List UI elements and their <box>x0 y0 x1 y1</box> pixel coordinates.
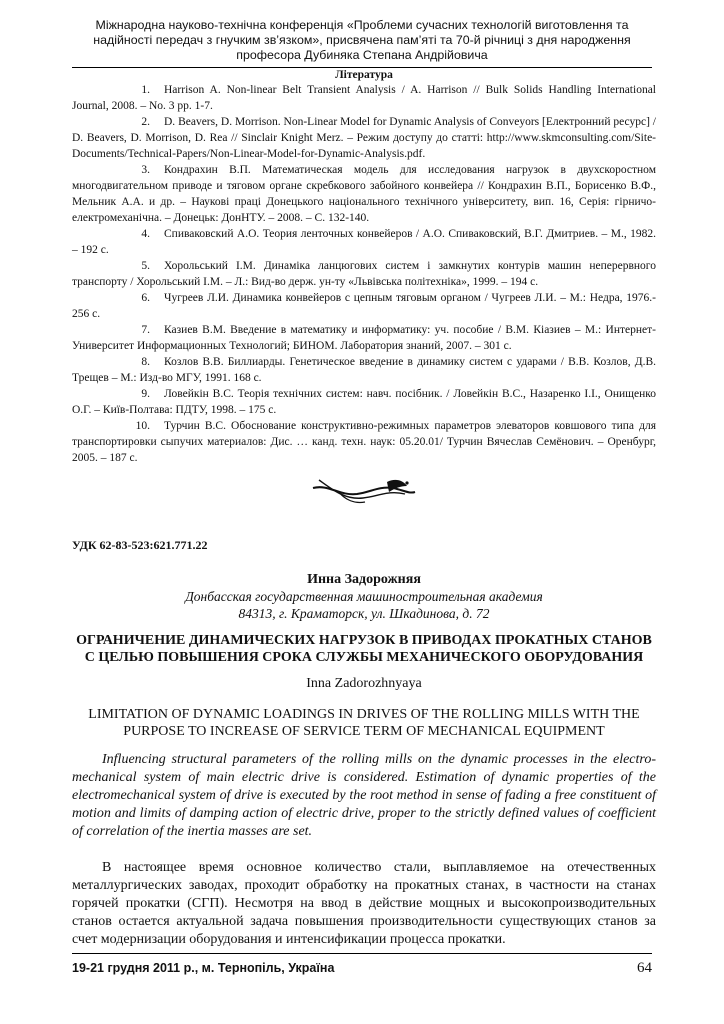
reference-item <box>72 290 656 322</box>
reference-item <box>72 354 656 386</box>
reference-item <box>72 258 656 290</box>
reference-number: 8. <box>141 356 150 368</box>
reference-number: 5. <box>141 260 150 272</box>
reference-number: 9. <box>141 388 150 400</box>
page-content <box>72 69 656 949</box>
reference-item <box>72 226 656 258</box>
header-line: надійності передач з гнучким зв’язком», присвячена пам’яті та 70-й річниці з дня народження <box>93 33 631 48</box>
reference-text: Чугреев Л.И. Динамика конвейеров с цепным тяговым органом / Чугреев Л.И. – М.: Недра, 1976.- 256 с. <box>72 292 656 320</box>
reference-number: 6. <box>141 292 150 304</box>
abstract: Influencing structural parameters of the rolling mills on the dynamic processes in the electro-mechanical system of main electric drive is considered. Estimation of dynamic properties of the electromechanical system of drive is executed by the root method in sense of fading a free constituent of motion and limits of damping action of electric drive, proper to the strictly defined values of coefficient of correlation of the inertia masses are set. <box>72 752 656 839</box>
affiliation-line: Донбасская государственная машиностроительная академия <box>185 589 543 604</box>
reference-item <box>72 82 656 114</box>
reference-item <box>72 322 656 354</box>
conference-date-location: 19-21 грудня 2011 р., м. Тернопіль, Україна <box>72 961 335 975</box>
reference-text: Козлов В.В. Биллиарды. Генетическое введение в динамику систем с ударами / В.В. Козлов, Д.В. Трещев – М.: Изд-во МГУ, 1991. 168 с. <box>72 356 656 384</box>
reference-text: Спиваковский А.О. Теория ленточных конвейеров / А.О. Спиваковский, В.Г. Дмитриев. – М., 1982. – 192 с. <box>72 228 656 256</box>
reference-number: 1. <box>141 84 150 96</box>
references-title: Література <box>335 69 393 81</box>
udc-code: УДК 62-83-523:621.771.22 <box>72 538 208 552</box>
page-number: 64 <box>637 960 652 976</box>
reference-number: 4. <box>141 228 150 240</box>
conference-header <box>72 18 652 68</box>
references-list <box>72 82 656 466</box>
ornament-divider-icon <box>309 474 419 506</box>
reference-item <box>72 114 656 162</box>
body-paragraph: В настоящее время основное количество стали, выплавляемое на отечественных металлургических заводах, проходит обработку на прокатных станах, в частности на станах горячей прокатки (СГП). Несмотря на ввод в действие мощных и высокопроизводительных станов остается актуальной задача повышения производительности существующих станов за счет модернизации оборудования и интенсификации процесса прокатки. <box>72 860 656 947</box>
header-line: професора Дубиняка Степана Андрійовича <box>236 48 488 63</box>
reference-number: 10. <box>135 420 150 432</box>
reference-number: 7. <box>141 324 150 336</box>
reference-text: D. Beavers, D. Morrison. Non-Linear Model for Dynamic Analysis of Conveyors [Електронний ресурс] / D. Beavers, D. Morrison, D. Rea // Sinclair Knight Merz. – Режим доступу до статті: http://www.skmconsulting.com/Site-Documents/Technical-Papers/Non-Linear-Model-for-Dynamic-Analysis.pdf. <box>72 116 656 160</box>
address-line: 84313, г. Краматорск, ул. Шкадинова, д. 72 <box>238 606 490 621</box>
reference-text: Harrison A. Non-linear Belt Transient Analysis / A. Harrison // Bulk Solids Handling International Journal, 2008. – No. 3 pp. 1-7. <box>72 84 656 112</box>
page-footer <box>72 953 652 977</box>
reference-text: Казиев В.М. Введение в математику и информатику: уч. пособие / В.М. Кіазиев – М.: Интернет-Университет Информационных Технологий; БИНОМ. Лаборатория знаний, 2007. – 301 с. <box>72 324 656 352</box>
reference-text: Ловейкін В.С. Теорія технічних систем: навч. посібник. / Ловейкін В.С., Назаренко І.І., Онищенко О.Г. – Київ-Полтава: ПДТУ, 1998. – 175 с. <box>72 388 656 416</box>
reference-text: Кондрахин В.П. Математическая модель для исследования нагрузок в двухскоростном многодвигательном приводе и тяговом органе скребкового забойного конвейера // Кондрахин В.П., Борисенко В.Ф., Мельник А.А. и др. – Наукові праці Донецького національного технічного університету, вип. 16, Серія: гірничо-електромеханічна. – Донецьк: ДонНТУ. – 2008. – С. 132-140. <box>72 164 656 224</box>
reference-item <box>72 162 656 226</box>
reference-item <box>72 418 656 466</box>
reference-text: Турчин В.С. Обоснование конструктивно-режимных параметров элеваторов ковшового типа для транспортировки сыпучих материалов: Дис. … канд. техн. наук: 05.20.01/ Турчин Вячеслав Семёнович. – Оренбург, 2005. – 187 с. <box>72 420 656 464</box>
author-name: Инна Задорожняя <box>307 572 421 587</box>
reference-text: Хорольський І.М. Динаміка ланцюгових систем і замкнутих контурів машин неперервного транспорту / Хорольський І.М. – Л.: Вид-во держ. ун-ту «Львівська політехніка», 1999. – 194 с. <box>72 260 656 288</box>
reference-item <box>72 386 656 418</box>
author-name-english: Inna Zadorozhnyaya <box>306 676 422 691</box>
reference-number: 2. <box>141 116 150 128</box>
reference-number: 3. <box>141 164 150 176</box>
header-line: Міжнародна науково-технічна конференція «Проблеми сучасних технологій виготовлення та <box>95 18 629 32</box>
paper-title-russian: ОГРАНИЧЕНИЕ ДИНАМИЧЕСКИХ НАГРУЗОК В ПРИВОДАХ ПРОКАТНЫХ СТАНОВ С ЦЕЛЬЮ ПОВЫШЕНИЯ СРОКА СЛУЖБЫ МЕХАНИЧЕСКОГО ОБОРУДОВАНИЯ <box>76 633 652 665</box>
paper-title-english: LIMITATION OF DYNAMIC LOADINGS IN DRIVES OF THE ROLLING MILLS WITH THE PURPOSE TO INCREASE OF SERVICE TERM OF MECHANICAL EQUIPMENT <box>88 707 640 739</box>
